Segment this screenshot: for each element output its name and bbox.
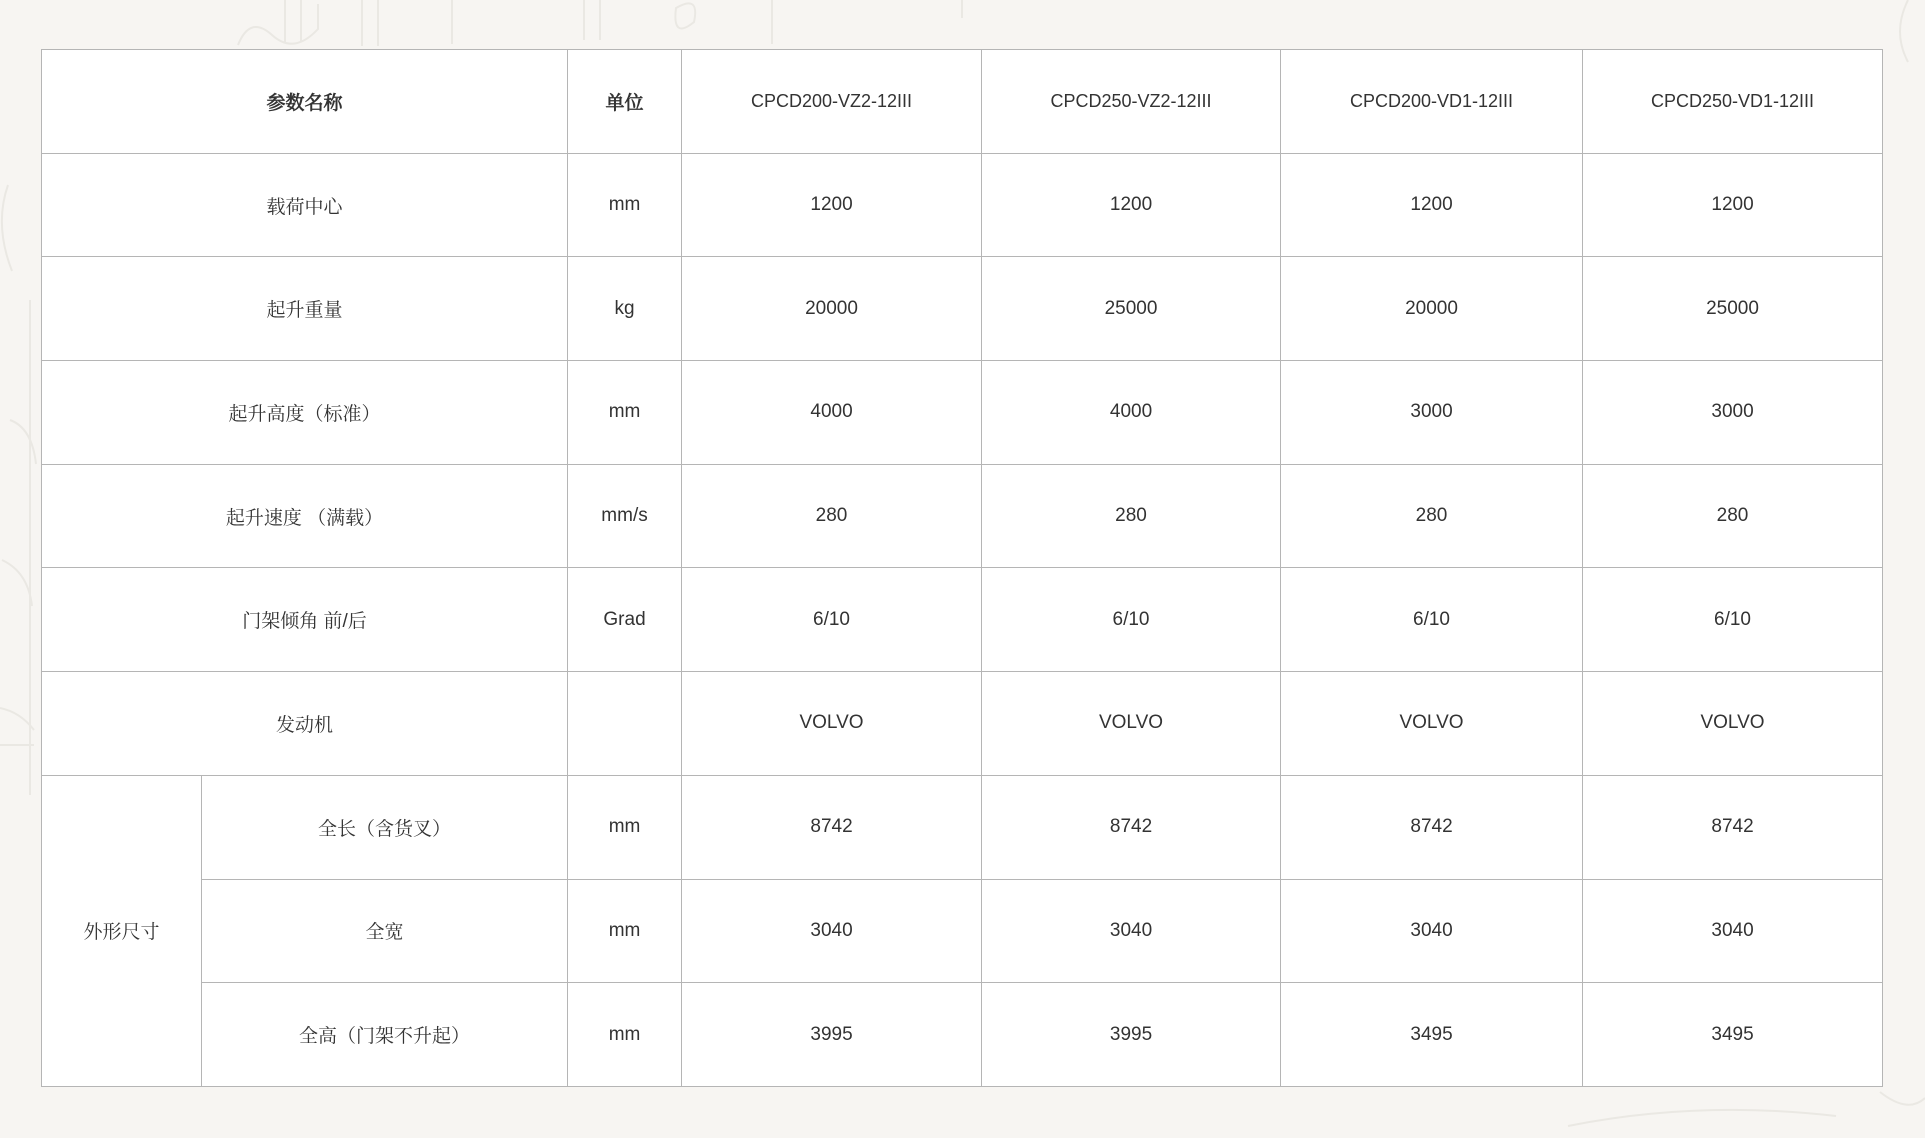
param-label: 起升重量 <box>42 257 568 361</box>
unit-cell: kg <box>568 257 682 361</box>
value-cell: 25000 <box>1583 257 1883 361</box>
value-cell: 1200 <box>1281 153 1583 257</box>
value-cell: 280 <box>982 464 1281 568</box>
value-cell: 4000 <box>682 361 982 465</box>
value-cell: 3040 <box>1583 879 1883 983</box>
unit-cell: mm <box>568 983 682 1087</box>
value-cell: 1200 <box>682 153 982 257</box>
value-cell: 3995 <box>682 983 982 1087</box>
value-cell: 20000 <box>682 257 982 361</box>
value-cell: 6/10 <box>1281 568 1583 672</box>
value-cell: 8742 <box>1583 775 1883 879</box>
value-cell: 3495 <box>1281 983 1583 1087</box>
header-model-3: CPCD200-VD1-12III <box>1281 50 1583 154</box>
value-cell: 8742 <box>682 775 982 879</box>
value-cell: 8742 <box>1281 775 1583 879</box>
value-cell: 8742 <box>982 775 1281 879</box>
header-model-2: CPCD250-VZ2-12III <box>982 50 1281 154</box>
value-cell: 3000 <box>1583 361 1883 465</box>
table-row <box>42 672 1883 776</box>
value-cell: 25000 <box>982 257 1281 361</box>
param-label: 全宽 <box>202 879 568 983</box>
unit-cell: mm/s <box>568 464 682 568</box>
value-cell: 20000 <box>1281 257 1583 361</box>
value-cell: 3495 <box>1583 983 1883 1087</box>
value-cell: VOLVO <box>982 672 1281 776</box>
table-row <box>42 983 1883 1087</box>
value-cell: VOLVO <box>1281 672 1583 776</box>
table-row <box>42 879 1883 983</box>
value-cell: 6/10 <box>682 568 982 672</box>
value-cell: 6/10 <box>1583 568 1883 672</box>
header-model-4: CPCD250-VD1-12III <box>1583 50 1883 154</box>
table-row <box>42 775 1883 879</box>
table-row <box>42 464 1883 568</box>
value-cell: VOLVO <box>682 672 982 776</box>
header-param-name: 参数名称 <box>42 50 568 154</box>
table-row <box>42 568 1883 672</box>
value-cell: 280 <box>1583 464 1883 568</box>
header-row <box>42 50 1883 154</box>
value-cell: 6/10 <box>982 568 1281 672</box>
param-label: 发动机 <box>42 672 568 776</box>
unit-cell: mm <box>568 879 682 983</box>
spec-table <box>41 49 1883 1087</box>
param-label: 载荷中心 <box>42 153 568 257</box>
value-cell: 3040 <box>682 879 982 983</box>
value-cell: VOLVO <box>1583 672 1883 776</box>
value-cell: 3040 <box>982 879 1281 983</box>
unit-cell <box>568 672 682 776</box>
table-row <box>42 361 1883 465</box>
value-cell: 1200 <box>1583 153 1883 257</box>
value-cell: 3995 <box>982 983 1281 1087</box>
param-label: 门架倾角 前/后 <box>42 568 568 672</box>
param-label: 全长（含货叉） <box>202 775 568 879</box>
unit-cell: mm <box>568 775 682 879</box>
value-cell: 280 <box>1281 464 1583 568</box>
value-cell: 3040 <box>1281 879 1583 983</box>
value-cell: 280 <box>682 464 982 568</box>
param-label: 起升高度（标准） <box>42 361 568 465</box>
header-unit: 单位 <box>568 50 682 154</box>
table-row <box>42 153 1883 257</box>
param-label: 起升速度 （满载） <box>42 464 568 568</box>
value-cell: 3000 <box>1281 361 1583 465</box>
unit-cell: mm <box>568 153 682 257</box>
param-label: 全高（门架不升起） <box>202 983 568 1087</box>
unit-cell: mm <box>568 361 682 465</box>
unit-cell: Grad <box>568 568 682 672</box>
table-row <box>42 257 1883 361</box>
value-cell: 1200 <box>982 153 1281 257</box>
value-cell: 4000 <box>982 361 1281 465</box>
dimension-group-label: 外形尺寸 <box>42 775 202 1086</box>
header-model-1: CPCD200-VZ2-12III <box>682 50 982 154</box>
